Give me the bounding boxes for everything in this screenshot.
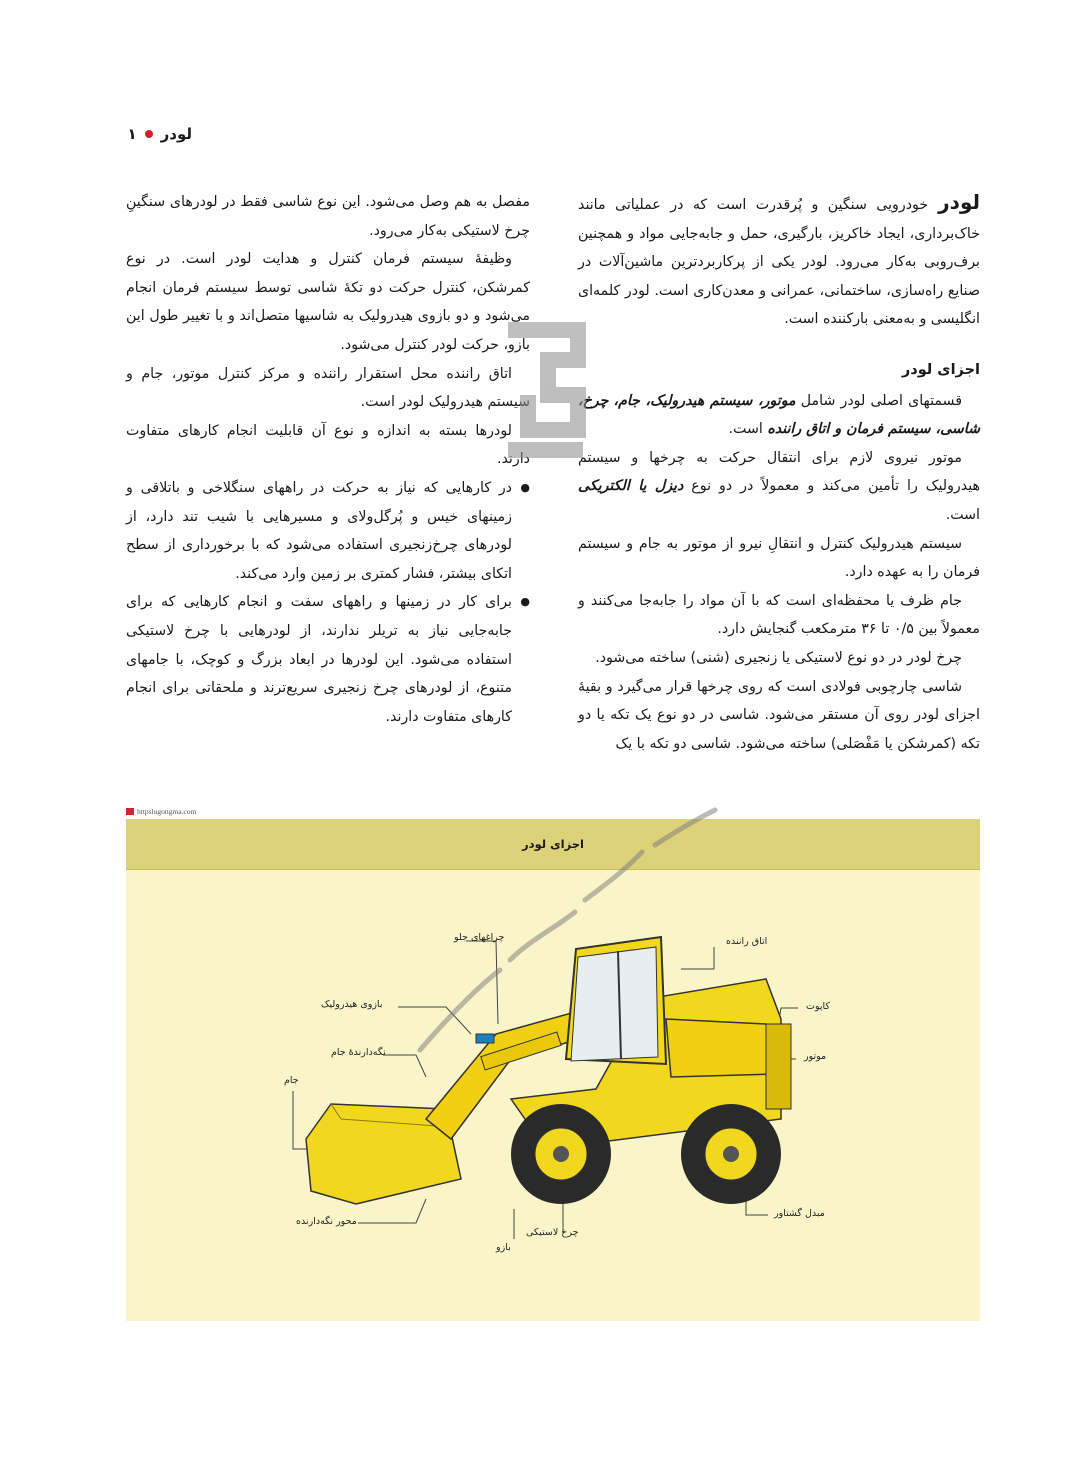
label-bucket: جام (284, 1075, 299, 1086)
steering-paragraph: وظیفهٔ سیستم فرمان کنترل و هدایت لودر است. در نوع کمرشکن، کنترل حرکت دو تکهٔ شاسی توسط سیستم فرمان انجام می‌شود و دو بازوی هیدرولیک به شاسیها متصل‌اند و با تغییر طول این بازو، حرکت لودر کنترل می‌شود. (126, 251, 530, 353)
figure-title: اجزای لودر (126, 819, 980, 870)
figure-panel (126, 819, 980, 1321)
hydraulic-paragraph: سیستم هیدرولیک کنترل و انتقالِ نیرو از موتور به جام و سیستم فرمان را به عهده دارد. (578, 535, 980, 581)
section-heading: اجزای لودر (901, 361, 980, 378)
left-column (126, 188, 530, 731)
label-rubber-wheel: چرخ لاستیکی (526, 1227, 579, 1238)
lead-word: لودر (938, 190, 980, 214)
loader-illustration (126, 819, 980, 1321)
parts-paragraph: قسمتهای اصلی لودر شامل موتور، سیستم هیدرولیک، جام، چرخ، شاسی، سیستم فرمان و اتاق راننده است. (578, 392, 980, 438)
figure-source: httpslugongma.com (126, 807, 196, 816)
chassis-continued: مفصل به هم وصل می‌شود. این نوع شاسی فقط در لودرهای سنگینِ چرخ لاستیکی به‌کار می‌رود. (126, 194, 530, 239)
label-converter: مبدل گشتاور (774, 1208, 825, 1219)
label-cab: اتاق راننده (726, 936, 768, 947)
right-column (578, 188, 980, 758)
label-headlights: چراغهای جلو (454, 932, 505, 943)
wheel-paragraph: چرخ لودر در دو نوع لاستیکی یا زنجیری (شنی) ساخته می‌شود. (595, 649, 962, 666)
bullet-item-wheeled: ● برای کار در زمینها و راههای سفت و انجام کارهایی که برای جابه‌جایی نیاز به تریلر ندارند، از لودرهایی با چرخ لاستیکی استفاده می‌شود. این لودرها در ابعاد بزرگ و کوچک، با جامهای متنوع، از لودرهای چرخ زنجیری سریع‌ترند و ملحقاتی برای انجام کارهای متفاوت دارند. (126, 588, 530, 731)
engine-paragraph: موتور نیروی لازم برای انتقال حرکت به چرخها و سیستم هیدرولیک را تأمین می‌کند و معمولاً در دو نوع دیزل یا الکتریکی است. (578, 449, 980, 523)
label-hood: کاپوت (806, 1001, 830, 1012)
chassis-paragraph: شاسی چارچوبی فولادی است که روی چرخها قرار می‌گیرد و بقیهٔ اجزای لودر روی آن مستقر می‌شود. شاسی در دو نوع یک تکه یا دو تکه (کمرشکن یا مَفْصَلی) ساخته می‌شود. شاسی دو تکه با یک (578, 678, 980, 752)
bucket-paragraph: جام ظرف یا محفظه‌ای است که با آن مواد را جابه‌جا می‌کنند و معمولاً بین ۰/۵ تا ۳۶ مترمکعب گنجایش دارد. (578, 592, 980, 638)
header-title: لودر (160, 125, 192, 143)
loader-drawing (306, 937, 791, 1204)
label-hydraulic-arm: بازوی هیدرولیک (321, 999, 383, 1010)
sizes-paragraph: لودرها بسته به اندازه و نوع آن قابلیت انجام کارهای متفاوت دارند. (126, 422, 530, 468)
label-bucket-holder: نگه‌دارندهٔ جام (331, 1047, 386, 1058)
label-holder-axis: محور نگه‌دارنده (296, 1216, 357, 1227)
cab-paragraph: اتاق راننده محل استقرار راننده و مرکز کنترل موتور، جام و سیستم هیدرولیک لودر است. (126, 365, 530, 411)
label-engine: موتور (804, 1051, 827, 1062)
source-icon (126, 808, 134, 815)
bullet-item-tracked: ● در کارهایی که نیاز به حرکت در راههای سنگلاخی و باتلاقی و زمینهای خیس و پُرگل‌ولای و مسیرهایی با شیب تند دارد، از لودرهای چرخ‌زنجیری استفاده می‌شود که با برخورداری از سطح اتکای بیشتر، فشار کمتری بر زمین وارد می‌کند. (126, 474, 530, 588)
label-arm: بازو (496, 1242, 511, 1253)
page-number: ۱ (127, 125, 137, 143)
red-dot-icon (145, 130, 153, 138)
intro-paragraph: لودرخودرویی سنگین و پُرقدرت است که در عملیاتی مانند خاک‌برداری، ایجاد خاکریز، بارگیری، حمل و جابه‌جایی مواد و همچنین برف‌روبی به‌کار می‌رود. لودر یکی از پرکاربردترین ماشین‌آلات در صنایع راه‌سازی، ساختمانی، عمرانی و معدن‌کاری است. لودر کلمه‌ای انگلیسی و به‌معنی بارکننده است. (578, 190, 980, 328)
running-header (127, 125, 192, 143)
